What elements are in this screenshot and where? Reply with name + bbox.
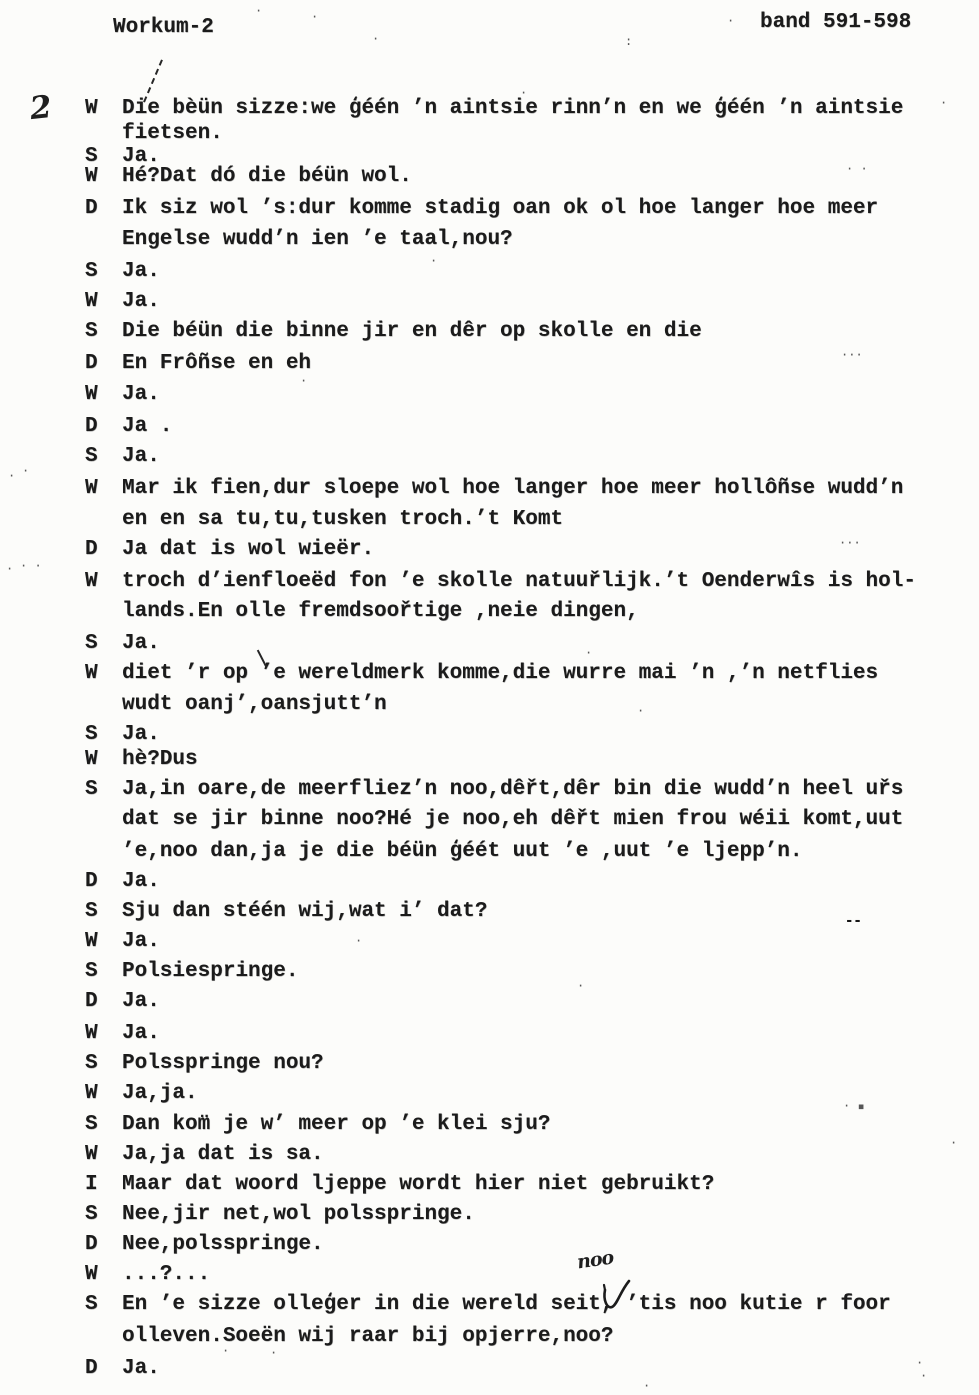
line-text: troch d’ienfloeëd fon ’e skolle natuuřlijk.’t Oenderwîs is hol- [122,570,916,593]
line-text: diet ’r op ’e wereldmerk komme,die wurre mai ’n ,’n netflies [122,662,879,685]
transcript-line [0,723,979,749]
line-text: wudt oanj’,oansjutt’n [122,693,387,716]
speaker-label: W [85,748,98,771]
speaker-label: D [85,1357,98,1380]
transcript-line [0,228,979,254]
transcript-line [0,808,979,834]
transcript-line [0,290,979,316]
speaker-label: S [85,1113,98,1136]
scan-speck: · [22,464,30,478]
line-text: Sju dan stéén wij,wat i’ dat? [122,900,488,923]
speaker-label: W [85,1082,98,1105]
line-text: Dan kom̈ je w’ meer op ’e klei sju? [122,1113,551,1136]
transcript-line [0,1143,979,1169]
transcript-line [0,748,979,774]
speaker-label: W [85,1263,98,1286]
scan-speck: · · [20,559,42,573]
line-text: Polsiespringe. [122,960,299,983]
speaker-label: S [85,778,98,801]
document-title: Workum-2 [113,16,214,39]
transcript-line [0,477,979,503]
speaker-label: W [85,1143,98,1166]
transcript-line [0,538,979,564]
line-text: Ja,ja. [122,1082,198,1105]
line-text: dat se jir binne noo?Hé je noo,eh dêřt mien frou wéii komt,uut [122,808,904,831]
line-text: Ja,in oare,de meerfliez’n noo,dêřt,dêr bin die wudd’n heel uřs [122,778,904,801]
scan-speck: · [585,646,593,660]
transcript-line [0,445,979,471]
line-text: hè?Dus [122,748,198,771]
line-text: Ik siz wol ’s:dur komme stadig oan ok ol hoe langer hoe meer [122,197,879,220]
line-text: Nee,polsspringe. [122,1233,324,1256]
line-text: Ja. [122,723,160,746]
transcript-line [0,1263,979,1289]
scan-speck: · [643,1379,651,1393]
scan-speck: · [920,1369,928,1383]
transcript-line [0,1022,979,1048]
transcript-line [0,1113,979,1139]
speaker-label: W [85,662,98,685]
transcript-line [0,960,979,986]
line-text: fietsen. [122,122,223,145]
transcript-line [0,162,979,191]
line-text: Die bèün sizze:we ģéén ’n aintsie rinn’n en we ģéén ’n aintsie [122,97,904,120]
speaker-label: S [85,1052,98,1075]
line-text: Ja. [122,145,160,168]
transcript-line [0,1203,979,1229]
transcript-line [0,383,979,409]
line-text: En ’e sizze olleģer in die wereld seit, ’tis noo kutie r foor [122,1293,891,1316]
scan-speck: · [577,979,585,993]
line-text: Ja,ja dat is sa. [122,1143,324,1166]
scan-speck: : [625,34,633,48]
transcript-line [0,197,979,223]
scan-speck: -- [845,913,862,929]
speaker-label: S [85,260,98,283]
speaker-label: S [85,632,98,655]
line-text: Ja . [122,415,173,438]
scan-speck: · [637,704,645,718]
line-text: Ja. [122,290,160,313]
line-text: Ja. [122,930,160,953]
speaker-label: D [85,1233,98,1256]
line-text: Ja dat is wol wieër. [122,538,375,561]
transcript-line [0,930,979,956]
transcript-line [0,1357,979,1383]
insertion-caret-mark [601,1279,631,1313]
scan-speck: · [6,562,14,576]
transcript-line [0,840,979,866]
transcript-line [0,320,979,346]
speaker-label: W [85,383,98,406]
transcript-line [0,990,979,1016]
scan-speck: · [950,1136,958,1150]
scan-speck: · [222,1344,230,1358]
transcript-line [0,870,979,896]
scan-speck: · · [846,162,868,176]
transcript-line [0,348,979,378]
scan-speck: ··· [839,536,861,550]
line-text: Ja. [122,445,160,468]
tape-band-reference: band 591-598 [760,11,912,34]
speaker-label: S [85,320,98,343]
transcript-line [0,693,979,719]
line-text: Polsspringe nou? [122,1052,324,1075]
transcript-line [0,1233,979,1259]
scan-speck: ··· [841,348,863,362]
line-text: Ja. [122,260,160,283]
speaker-label: D [85,415,98,438]
transcript-line [0,662,979,688]
scan-speck: · [520,86,528,100]
transcript-line [0,1173,979,1199]
speaker-label: W [85,165,98,188]
transcript-line [0,97,979,123]
line-text: Mar ik fien,dur sloepe wol hoe langer hoe meer hollôñse wudd’n [122,477,904,500]
speaker-label: W [85,290,98,313]
transcript-line [0,260,979,286]
line-text: ’e,noo dan,ja je die béün ģéét uut ’e ,uut ’e ljepp’n. [122,840,803,863]
speaker-label: W [85,930,98,953]
transcript-line [0,1325,979,1351]
scan-speck: · [255,4,263,18]
speaker-label: S [85,723,98,746]
line-text: Nee,jir net,wol polsspringe. [122,1203,475,1226]
speaker-label: S [85,1203,98,1226]
speaker-label: W [85,570,98,593]
line-text: Ja. [122,383,160,406]
scan-speck: · [430,254,438,268]
scan-speck: · [270,1346,278,1360]
speaker-label: S [85,900,98,923]
line-text: Hé?Dat dó die béün wol. [122,165,412,188]
transcript-line [0,778,979,804]
scan-speck: · [940,96,948,110]
handwritten-inserted-word: noo [575,1246,615,1274]
line-text: en en sa tu,tu,tusken troch.’t Komt [122,508,564,531]
line-text: Ja. [122,1022,160,1045]
line-text: Ja. [122,870,160,893]
transcript-line [0,1082,979,1108]
line-text: Ja. [122,990,160,1013]
speaker-label: S [85,1293,98,1316]
scan-speck: · [727,14,735,28]
transcript-line [0,415,979,441]
transcript-line [0,1293,979,1319]
speaker-label: S [85,145,98,168]
line-text: ...?... [122,1263,211,1286]
line-text: Maar dat woord ljeppe wordt hier niet gebruikt? [122,1173,715,1196]
line-text: Ja. [122,632,160,655]
line-text: En Frôñse en eh [122,352,312,375]
scan-speck: · [8,469,16,483]
speaker-label: W [85,97,98,120]
speaker-label: D [85,352,98,375]
speaker-label: D [85,870,98,893]
scan-speck: · [916,1356,924,1370]
speaker-label: W [85,1022,98,1045]
transcript-line [0,900,979,929]
handwritten-page-number: 2 [28,88,54,128]
speaker-label: S [85,960,98,983]
line-text: lands.En olle fremdsoořtige ,neie dingen, [122,600,639,623]
line-text: Engelse wudd’n ien ’e taal,nou? [122,228,513,251]
speaker-label: S [85,445,98,468]
transcript-line [0,570,979,596]
line-text: olleven.Soeën wij raar bij opjerre,noo? [122,1325,614,1348]
transcript-line [0,600,979,626]
speaker-label: W [85,477,98,500]
scan-speck: · ▪ [843,1099,865,1113]
scan-speck: · [311,10,319,24]
transcript-line [0,632,979,658]
scan-speck: · [300,374,308,388]
speaker-label: D [85,538,98,561]
scan-speck: · [355,934,363,948]
speaker-label: I [85,1173,98,1196]
line-text: Die béün die binne jir en dêr op skolle en die [122,320,702,343]
transcript-line [0,508,979,534]
speaker-label: D [85,197,98,220]
line-text: Ja. [122,1357,160,1380]
scan-speck: · [372,32,380,46]
transcript-line [0,1052,979,1078]
speaker-label: D [85,990,98,1013]
